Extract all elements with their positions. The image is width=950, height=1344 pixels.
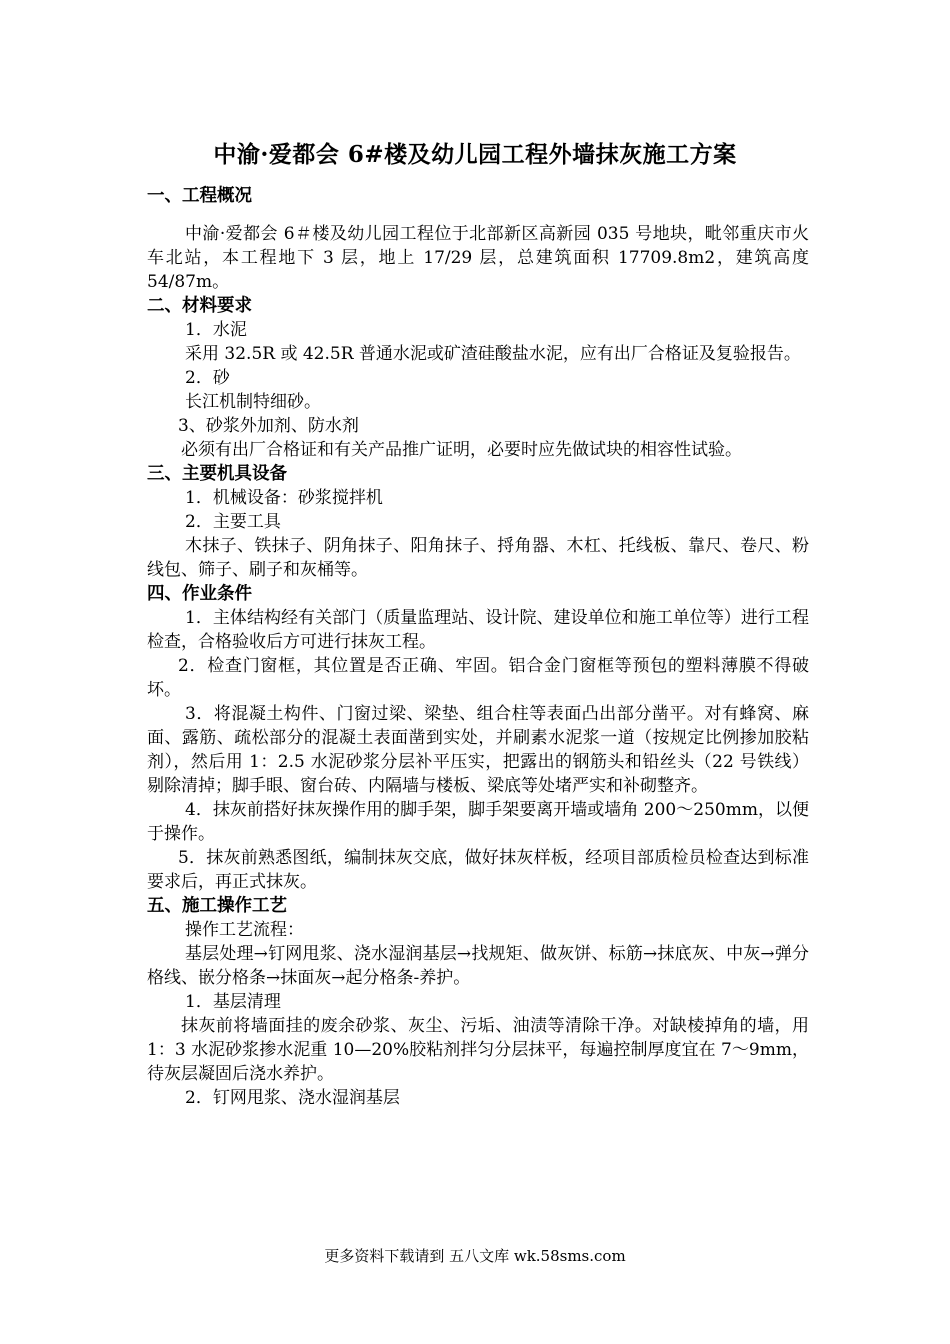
condition-item-3: 3．将混凝土构件、门窗过梁、梁垫、组合柱等表面凸出部分凿平。对有蜂窝、麻面、露筋、疏松部分的混凝土表面凿到实处，并刷素水泥浆一道（按规定比例掺加胶粘剂），然后用 1：2.5 水泥砂浆分层补平压实，把露出的钢筋头和铅丝头（22 号铁线）剔除清掉；脚手眼、窗台砖、内隔墙与楼板、梁底等处堵严实和补砌整齐。: [147, 704, 809, 796]
section-heading-1: 一、工程概况: [147, 186, 252, 206]
section-heading-5: 五、施工操作工艺: [147, 896, 287, 916]
equipment-item-machine: 1．机械设备：砂浆搅拌机: [185, 488, 383, 508]
document-title: 中渝·爱都会 6#楼及幼儿园工程外墙抹灰施工方案: [213, 141, 737, 168]
process-item-1-text: 抹灰前将墙面挂的废余砂浆、灰尘、污垢、油渍等清除干净。对缺棱掉角的墙，用 1：3 水泥砂浆掺水泥重 10—20%胶粘剂拌匀分层抹平，每遍控制厚度宜在 7～9mm，待灰层凝固后浇水养护。: [147, 1016, 809, 1084]
overview-paragraph: 中渝·爱都会 6＃楼及幼儿园工程位于北部新区高新园 035 号地块，毗邻重庆市火车北站，本工程地下 3 层，地上 17/29 层，总建筑面积 17709.8m2，建筑高度 54/87m。: [147, 224, 809, 292]
condition-item-4: 4．抹灰前搭好抹灰操作用的脚手架，脚手架要离开墙或墙角 200～250mm，以便于操作。: [147, 800, 809, 844]
material-additive-text: 必须有出厂合格证和有关产品推广证明，必要时应先做试块的相容性试验。: [181, 440, 742, 460]
process-flow-label: 操作工艺流程：: [185, 920, 304, 940]
process-item-1: 1．基层清理: [185, 992, 281, 1012]
equipment-item-tools: 2．主要工具: [185, 512, 281, 532]
equipment-tools-text: 木抹子、铁抹子、阴角抹子、阳角抹子、捋角器、木杠、托线板、靠尺、卷尺、粉线包、筛子、刷子和灰桶等。: [147, 536, 809, 580]
process-flow-text: 基层处理→钉网甩浆、浇水湿润基层→找规矩、做灰饼、标筋→抹底灰、中灰→弹分格线、嵌分格条→抹面灰→起分格条-养护。: [147, 944, 809, 988]
material-item-cement: 1．水泥: [185, 320, 247, 340]
condition-item-2: 2．检查门窗框，其位置是否正确、牢固。铝合金门窗框等预包的塑料薄膜不得破坏。: [147, 656, 809, 700]
document-body: [147, 184, 809, 1110]
section-heading-3: 三、主要机具设备: [147, 464, 287, 484]
material-item-sand: 2．砂: [185, 368, 230, 388]
material-item-additive: 3、砂浆外加剂、防水剂: [178, 416, 359, 436]
condition-item-1: 1．主体结构经有关部门（质量监理站、设计院、建设单位和施工单位等）进行工程检查，合格验收后方可进行抹灰工程。: [147, 608, 809, 652]
footer-text: 更多资料下载请到 五八文库 wk.58sms.com: [324, 1247, 626, 1265]
section-heading-2: 二、材料要求: [147, 296, 252, 316]
condition-item-5: 5．抹灰前熟悉图纸，编制抹灰交底，做好抹灰样板，经项目部质检员检查达到标准要求后，再正式抹灰。: [147, 848, 809, 892]
material-sand-text: 长江机制特细砂。: [185, 392, 321, 412]
process-item-2: 2．钉网甩浆、浇水湿润基层: [185, 1088, 400, 1108]
section-heading-4: 四、作业条件: [147, 584, 252, 604]
material-cement-text: 采用 32.5R 或 42.5R 普通水泥或矿渣硅酸盐水泥，应有出厂合格证及复验报告。: [185, 344, 801, 364]
